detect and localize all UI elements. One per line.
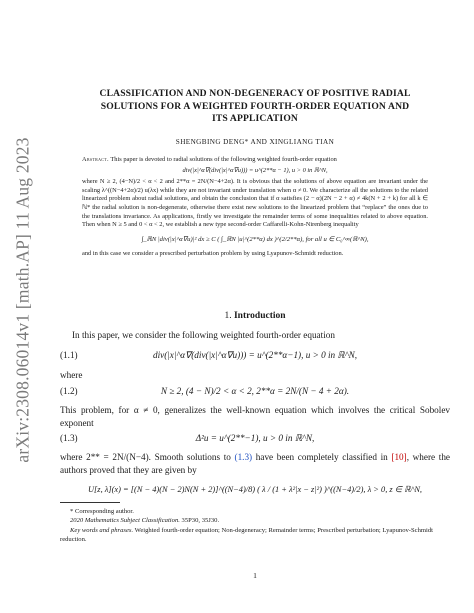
equation-label: (1.3) xyxy=(60,433,78,443)
equation-label: (1.1) xyxy=(60,350,78,360)
body-p3-c: , where the authors proved that they are given by xyxy=(60,452,450,475)
body-paragraph-3 xyxy=(60,451,450,476)
arxiv-stamp-text: arXiv:2308.06014v1 [math.AP] 11 Aug 2023 xyxy=(12,137,33,463)
abstract xyxy=(82,156,428,259)
equation-1-2 xyxy=(60,386,450,402)
footnote-keywords xyxy=(60,526,450,545)
equation-1-1 xyxy=(60,350,450,366)
abstract-equation-2: ∫_ℝN |div(|x|^α∇u)|² dx ≥ C ( ∫_ℝN |u|^(2**α) dx )^(2/2**α), for all u ∈ C₀^∞(ℝ^N), xyxy=(141,235,369,243)
footnotes xyxy=(60,507,450,545)
footnote-corresponding: * Corresponding author. xyxy=(70,508,134,515)
footnote-msc xyxy=(60,516,450,525)
paper-page xyxy=(60,0,450,613)
section-heading xyxy=(60,311,450,321)
body-p3-b: have been completely classified in xyxy=(252,452,392,462)
body-where: where xyxy=(60,370,83,380)
section-number: 1. xyxy=(224,311,232,321)
msc-label: 2020 Mathematics Subject Classification. xyxy=(70,517,180,525)
equation-ref-link[interactable]: (1.3) xyxy=(234,452,253,462)
arxiv-stamp xyxy=(8,90,38,510)
citation-link[interactable]: [10] xyxy=(391,452,407,462)
title-line-1: CLASSIFICATION AND NON-DEGENERACY OF POSITIVE RADIAL xyxy=(99,88,411,99)
body-p3-a: where 2** = 2N/(N−4). Smooth solutions to xyxy=(60,452,235,462)
paper-title xyxy=(60,88,450,126)
body-paragraph-2: This problem, for α ≠ 0, generalizes the well-known equation which involves the critical Sobolev exponent xyxy=(60,405,450,428)
title-line-2: SOLUTIONS FOR A WEIGHTED FOURTH-ORDER EQUATION AND xyxy=(100,100,410,112)
body-paragraph-1: In this paper, we consider the following weighted fourth-order equation xyxy=(72,330,335,340)
page-number: 1 xyxy=(253,571,257,580)
equation-1-3 xyxy=(60,433,450,449)
title-line-3: ITS APPLICATION xyxy=(211,113,299,124)
equation-body: Δ²u = u^(2**−1), u > 0 in ℝ^N, xyxy=(195,433,315,443)
equation-U xyxy=(60,484,450,500)
abstract-paragraph-3: and in this case we consider a prescribed perturbation problem by using Lyapunov-Schmidt reduction. xyxy=(82,250,344,258)
abstract-paragraph-2: where N ≥ 2, (4−N)/2 < α < 2 and 2**α = 2N/(N−4+2α). It is obvious that the solutions of above equation are invariant under the scaling λ^((N−4+2α)/2) u(λx) while they are not invariant under translation when α ≠ 0. We characterize all the solutions to the related linearized problem about radial solutions, and obtain the conclusion that if α satisfies (2 − α)(2N − 2 + α) ≠ 4k(N + 2 + k) for all k ∈ ℕ* the radial solution is non-degenerate, otherwise there exist new solutions to the linearized problem that “replace” the ones due to the translations invariance. As applications, firstly we investigate the remainder terms of some inequalities related to above equation. Then when N ≥ 5 and 0 < α < 2, we establish a new type second-order Caffarelli-Kohn-Nirenberg inequality xyxy=(82,178,428,229)
paper-authors: SHENGBING DENG* AND XINGLIANG TIAN xyxy=(175,138,335,146)
equation-body: U[z, λ](x) = [(N − 4)(N − 2)N(N + 2)]^((N−4)/8) ( λ / (1 + λ²|x − z|²) )^((N−4)/2), λ > 0, z ∈ ℝ^N, xyxy=(88,485,422,494)
equation-body: N ≥ 2, (4 − N)/2 < α < 2, 2**α = 2N/(N − 4 + 2α). xyxy=(160,386,350,396)
equation-label: (1.2) xyxy=(60,386,78,396)
abstract-intro: This paper is devoted to radial solutions of the following weighted fourth-order equation xyxy=(110,156,337,163)
abstract-equation-1: div(|x|^α∇(div(|x|^α∇u))) = u^(2**α − 1), u > 0 in ℝ^N, xyxy=(182,166,328,174)
keywords-label: Key words and phrases. xyxy=(70,526,134,534)
msc-value: 35P30, 35J30. xyxy=(179,517,220,525)
section-title: Introduction xyxy=(233,311,286,321)
keywords-value: Weighted fourth-order equation; Non-degeneracy; Remainder terms; Prescribed perturbation; Lyapunov-Schmidt reduction. xyxy=(60,526,433,544)
equation-body: div(|x|^α∇(div(|x|^α∇u))) = u^(2**α−1), u > 0 in ℝ^N, xyxy=(152,350,358,360)
abstract-heading: Abstract. xyxy=(82,156,109,163)
footnote-rule xyxy=(60,502,120,503)
